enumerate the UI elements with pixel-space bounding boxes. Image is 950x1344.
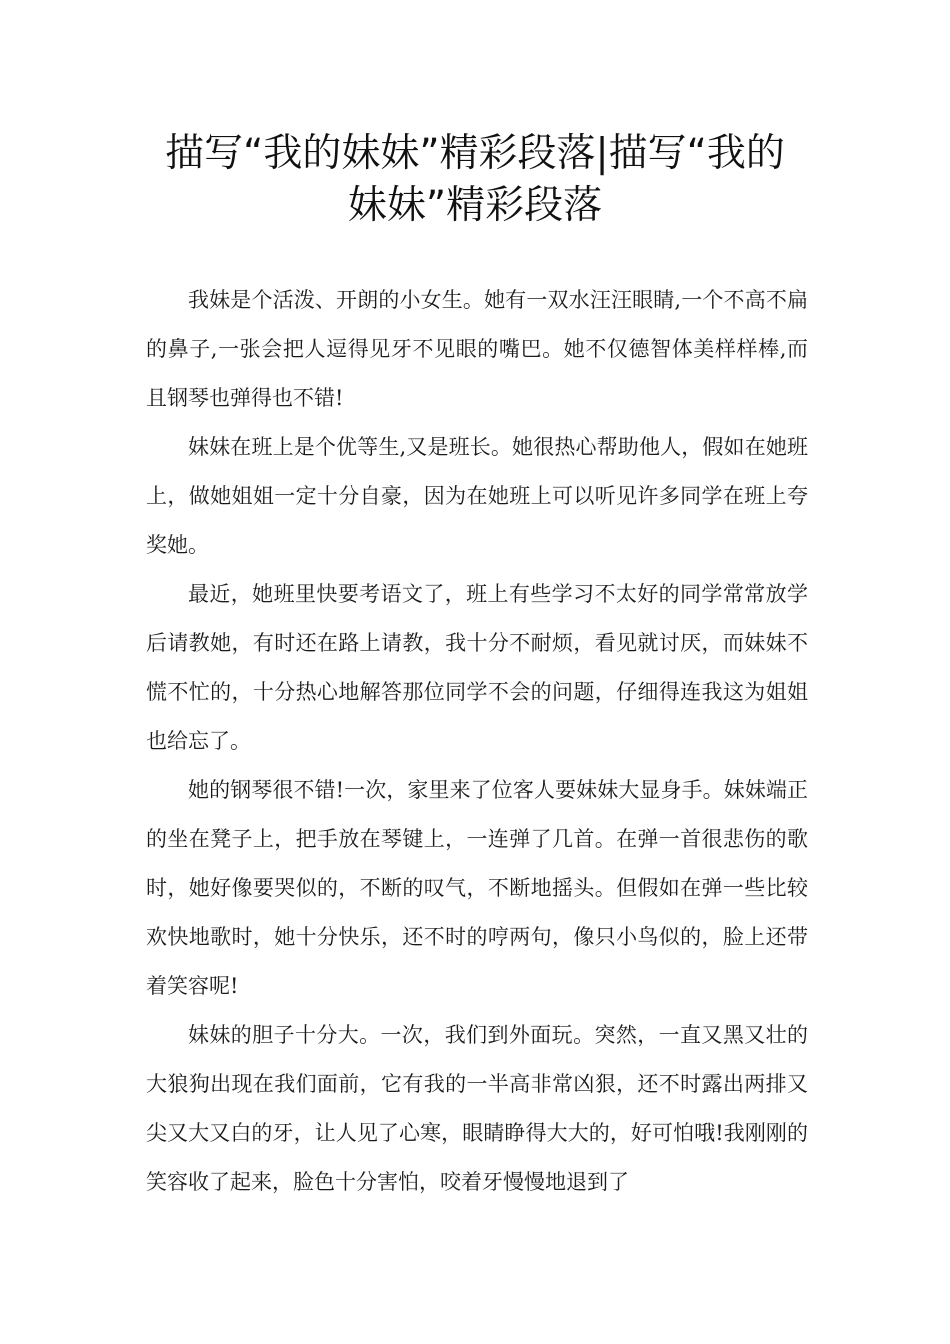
paragraph-1: 我妹是个活泼、开朗的小女生。她有一双水汪汪眼睛,一个不高不扁的鼻子,一张会把人逗得见牙不见眼的嘴巴。她不仅德智体美样样棒,而且钢琴也弹得也不错! [146, 288, 808, 410]
paragraph-4: 她的钢琴很不错!一次，家里来了位客人要妹妹大显身手。妹妹端正的坐在凳子上，把手放在琴键上，一连弹了几首。在弹一首很悲伤的歌时，她好像要哭似的，不断的叹气，不断地摇头。但假如在弹一些比较欢快地歌时，她十分快乐，还不时的哼两句，像只小鸟似的，脸上还带着笑容呢! [146, 778, 808, 998]
paragraph-5: 妹妹的胆子十分大。一次，我们到外面玩。突然，一直又黑又壮的大狼狗出现在我们面前，它有我的一半高非常凶狠，还不时露出两排又尖又大又白的牙，让人见了心寒，眼睛睁得大大的，好可怕哦!我刚刚的笑容收了起来，脸色十分害怕，咬着牙慢慢地退到了 [146, 1023, 808, 1194]
document-body [146, 276, 808, 1207]
paragraph-2: 妹妹在班上是个优等生,又是班长。她很热心帮助他人，假如在她班上，做她姐姐一定十分自豪，因为在她班上可以听见许多同学在班上夸奖她。 [146, 435, 808, 557]
paragraph-3: 最近，她班里快要考语文了，班上有些学习不太好的同学常常放学后请教她，有时还在路上请教，我十分不耐烦，看见就讨厌，而妹妹不慌不忙的，十分热心地解答那位同学不会的问题，仔细得连我这为姐姐也给忘了。 [146, 582, 808, 753]
document-title: 描写“我的妹妹”精彩段落|描写“我的妹妹”精彩段落 [165, 131, 785, 228]
